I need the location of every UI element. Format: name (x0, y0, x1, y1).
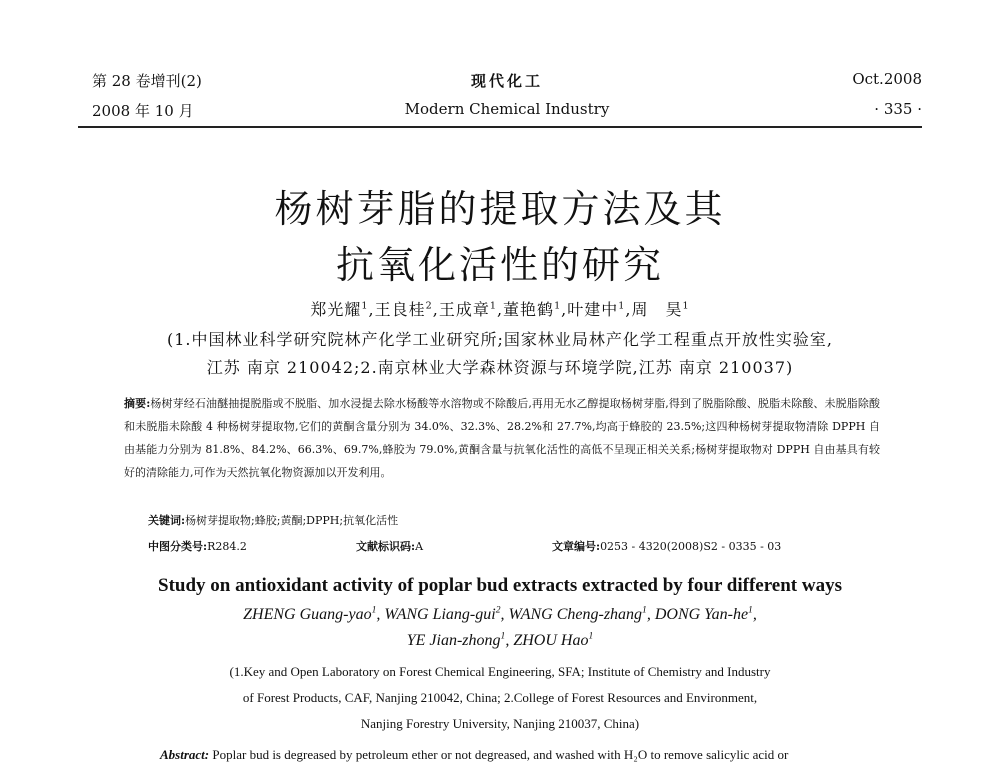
author-en: DONG Yan-$he^1$ (654, 604, 753, 623)
abstract-cn-label: 摘要: (124, 397, 151, 410)
keywords-cn (148, 512, 398, 528)
abstract-cn-text: 杨树芽经石油醚抽提脱脂或不脱脂、加水浸提去除水杨酸等水溶物或不除酸后,再用无水乙醇提取杨树芽脂,得到了脱脂除酸、脱脂未除酸、未脱脂除酸和未脱脂未除酸 4 种杨树芽提取物,它们的黄酮含量分别为 34.0%、32.3%、28.2%和 27.7%,均高于蜂胶的 23.5%;这四种杨树芽提取物清除 DPPH 自由基能力分别为 81.8%、84.2%、66.3%、69.7%,蜂胶为 79.0%,黄酮含量与抗氧化活性的高低不呈现正相关关系;杨树芽提取物对 DPPH 自由基具有较好的清除能力,可作为天然抗氧化物资源加以开发利用。 (124, 397, 880, 479)
author-en: WANG Cheng-zhang$^1$ (508, 604, 647, 623)
title-cn-line2: 抗氧化活性的研究 (335, 243, 664, 287)
author-cn: 王良桂$^2$ (374, 300, 433, 319)
clc-number: 中图分类号:R284.2 (148, 540, 247, 553)
volume-issue: 第 28 卷增刊(2) (92, 72, 202, 90)
affiliation-en-line3: Nanjing Forestry University, Nanjing 210037, China) (360, 716, 640, 731)
abstract-en (160, 747, 788, 763)
article-number: 文章编号:0253 - 4320(2008)S2 - 0335 - 03 (552, 540, 782, 553)
authors-en-line2: YE Jian-zhong$^1$, ZHOU Hao$^1$ (406, 630, 594, 649)
affiliation-en-line2: of Forest Products, CAF, Nanjing 210042, China; 2.College of Forest Resources and Environment, (242, 690, 758, 705)
month-en: Oct.2008 (852, 70, 922, 88)
author-cn: 叶建中$^1$ (567, 300, 626, 319)
authors-cn: 郑光耀$^1$,王良桂$^2$,王成章$^1$,董艳鹤$^1$,叶建中$^1$,周 昊$^1$ (310, 300, 690, 319)
author-cn: 郑光耀$^1$ (310, 300, 369, 319)
journal-name-cn: 现代化工 (470, 72, 543, 90)
abstract-cn (124, 392, 880, 484)
affiliation-en-line1: (1.Key and Open Laboratory on Forest Chemical Engineering, SFA; Institute of Chemistry and Industry (229, 664, 771, 679)
author-en: ZHOU Hao$^1$ (513, 630, 594, 649)
author-cn: 董艳鹤$^1$ (503, 300, 562, 319)
page-number: · 335 · (874, 100, 922, 118)
document-code: 文献标识码:A (356, 540, 424, 553)
author-cn: 王成章$^1$ (438, 300, 497, 319)
author-cn: 周 昊$^1$ (631, 300, 690, 319)
abstract-en-label: Abstract: (160, 747, 210, 762)
journal-header (92, 64, 922, 128)
keywords-label: 关键词: (148, 514, 186, 527)
header-divider (78, 126, 922, 128)
author-en: ZHENG Guang-yao$^1$ (243, 604, 377, 623)
date-cn: 2008 年 10 月 (92, 102, 194, 120)
author-en: WANG Liang-gui$^2$ (384, 604, 501, 623)
title-en: Study on antioxidant activity of poplar bud extracts extracted by four different ways (158, 575, 842, 596)
affiliation-cn-line2: 江苏 南京 210042;2.南京林业大学森林资源与环境学院,江苏 南京 210037) (206, 358, 794, 377)
title-cn-line1: 杨树芽脂的提取方法及其 (274, 187, 726, 231)
author-en: YE Jian-zhong$^1$ (406, 630, 506, 649)
affiliation-cn-line1: (1.中国林业科学研究院林产化学工业研究所;国家林业局林产化学工程重点开放性实验室, (167, 330, 833, 349)
keywords-text: 杨树芽提取物;蜂胶;黄酮;DPPH;抗氧化活性 (185, 514, 399, 527)
authors-en-line1: ZHENG Guang-yao$^1$, WANG Liang-gui$^2$, WANG Cheng-zhang$^1$, DONG Yan-$he^1$, (243, 604, 757, 623)
journal-name-en: Modern Chemical Industry (404, 100, 610, 118)
abstract-en-text: Poplar bud is degreased by petroleum ether or not degreased, and washed with H₂O to remove salicylic acid or (212, 747, 789, 762)
